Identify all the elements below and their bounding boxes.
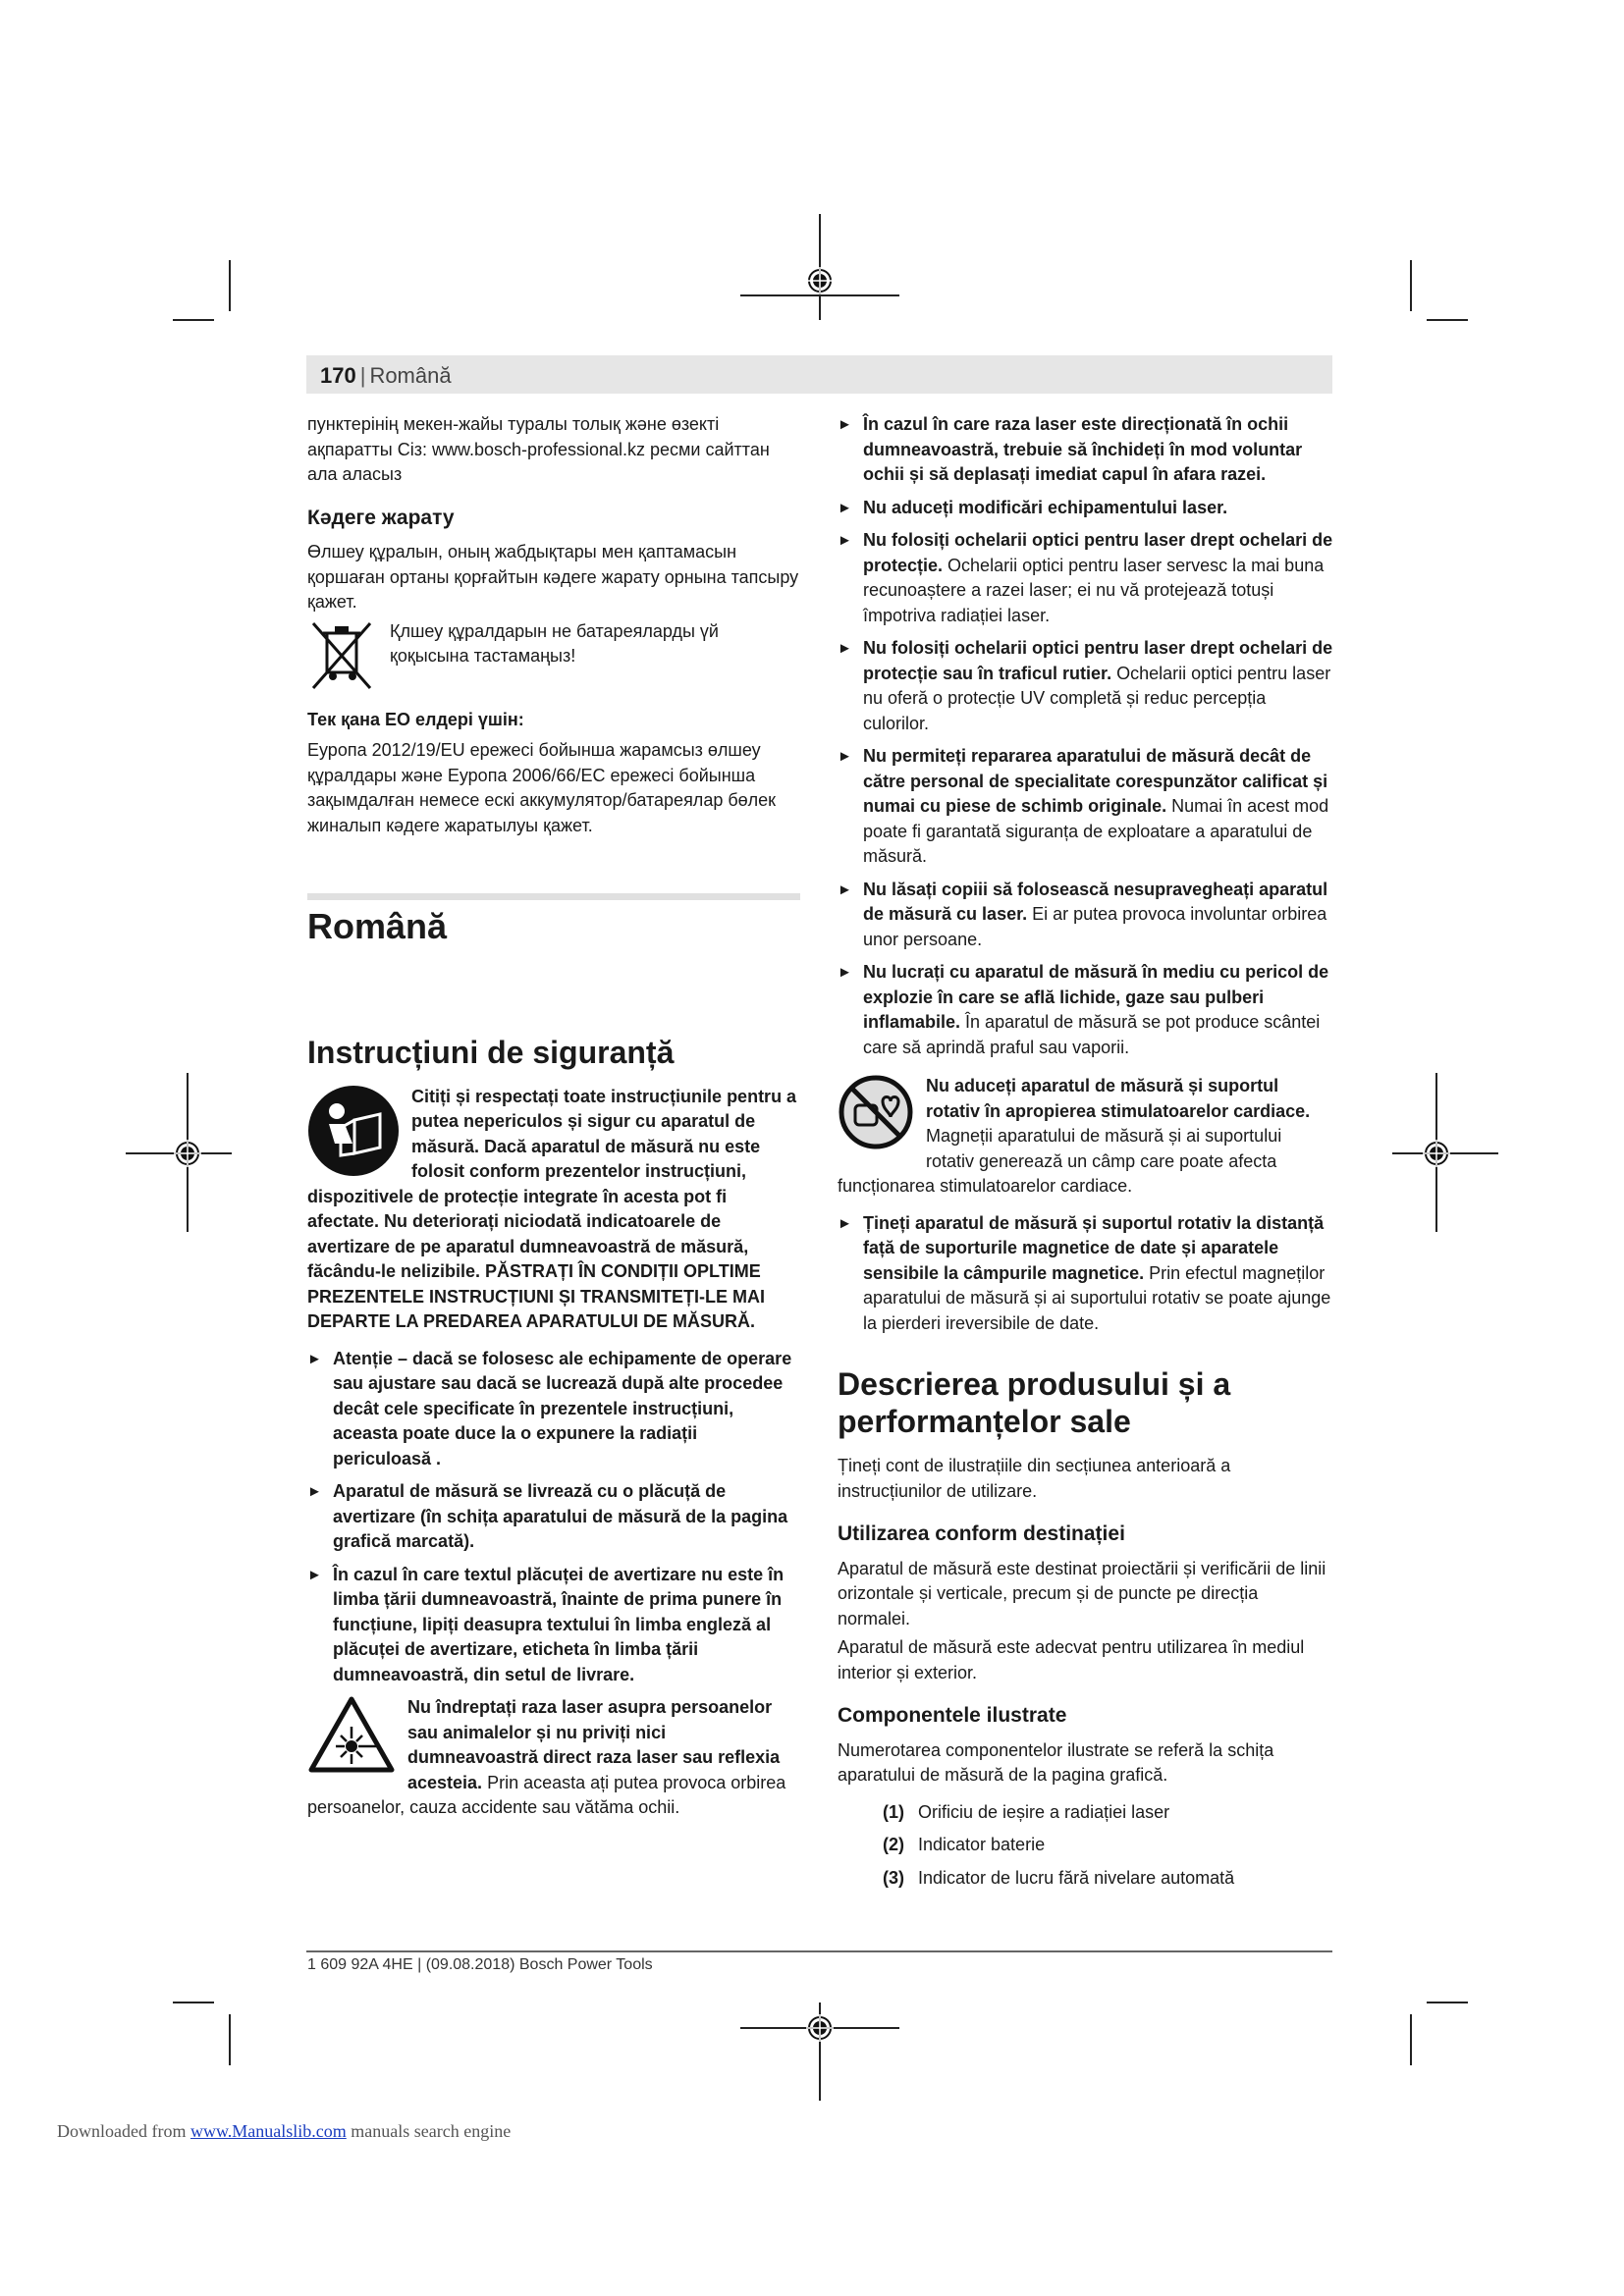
bullet-triangle-icon: ► (838, 748, 852, 765)
page-number-group (320, 363, 452, 389)
bullet-triangle-icon: ► (307, 1566, 322, 1583)
crop-mark (1410, 260, 1412, 311)
safety-intro-text: Citiți și respectați toate instrucțiunile pentru a putea nepericulos și sigur cu aparatul de măsură. Dacă aparatul de măsură nu este folosit conform prezentelor instrucțiuni, dispozitivele de protecție integrate în acesta pot fi afectate. Nu deteriorați niciodată indicatoarele de avertizare de pe aparatul dumneavoastră de măsură, făcându-le nelizibile. PĂSTRAȚI ÎN CONDIȚII OPLTIME PREZENTELE INSTRUCȚIUNI ȘI TRANSMITEȚI-LE MAI DEPARTE LA PREDAREA APARATULUI DE MĂSURĂ. (307, 1086, 797, 1331)
registration-mark-icon (806, 2014, 834, 2042)
components-heading: Componentele ilustrate (838, 1704, 1067, 1727)
component-label: Indicator de lucru fără nivelare automată (918, 1867, 1235, 1888)
crop-mark (1427, 2002, 1468, 2003)
kz-eu-text: Еуропа 2012/19/EU ережесі бойынша жарамсыз өлшеу құралдары және Еуропа 2006/66/EC ережесі бойынша зақымдалған немесе ескі аккумулятор/батареялар бөлек жиналып кәдеге жаратылуы қажет. (307, 740, 777, 835)
bullet-triangle-icon: ► (838, 532, 852, 549)
bullet-bold-text: În cazul în care textul plăcuței de avertizare nu este în limba țării dumneavoastră, înainte de prima punere în funcțiune, lipiți deasupra textului în limba engleză al plăcuței de avertizare, eticheta în limba țării dumneavoastră, din setul de livrare. (333, 1564, 785, 1684)
bullet-text: Ochelarii optici pentru laser nu oferă o protecție UV completă și reduc percepția culorilor. (863, 663, 1331, 733)
footer-rule (306, 1950, 1332, 1952)
right-column (838, 412, 1333, 1898)
language-title: Română (307, 906, 448, 946)
safety-heading: Instrucțiuni de siguranță (307, 1034, 675, 1070)
magnet-bullet-list (838, 1211, 1333, 1337)
list-item (838, 528, 1333, 628)
list-item (307, 1479, 800, 1555)
kz-disposal-text: Өлшеу құралын, оның жабдықтары мен қаптамасын қоршаған ортаны қорғайтын кәдеге жарату орнына тапсыру қажет. (307, 542, 799, 612)
bullet-bold-text: Nu lăsați copiii să folosească nesupravegheați aparatul de măsură cu laser. (863, 879, 1328, 924)
crop-mark (1410, 2014, 1412, 2065)
list-item (838, 412, 1333, 488)
list-item (307, 1563, 800, 1688)
bullet-bold-text: Nu permiteți repararea aparatului de măsură decât de către personal de specialitate corespunzător calificat și numai cu piese de schimb originale. (863, 746, 1328, 816)
components-list (838, 1800, 1333, 1892)
bullet-triangle-icon: ► (838, 640, 852, 657)
footer-doc-info: 1 609 92A 4HE | (09.08.2018) Bosch Power Tools (307, 1956, 653, 1973)
component-label: Orificiu de ieșire a radiației laser (918, 1801, 1170, 1822)
bullet-text: Numai în acest mod poate fi garantată siguranța de exploatare a aparatului de măsură. (863, 796, 1329, 866)
crop-mark (173, 2002, 214, 2003)
registration-mark-icon (806, 267, 834, 294)
left-column (307, 412, 800, 1833)
list-item (838, 744, 1333, 870)
component-number: (3) (883, 1867, 904, 1888)
bullet-triangle-icon: ► (838, 881, 852, 898)
laser-warning-block (307, 1695, 800, 1821)
page-header (306, 355, 1332, 394)
right-bullet-list (838, 412, 1333, 1060)
list-item (838, 1211, 1333, 1337)
bullet-text: Ochelarii optici pentru laser servesc la mai buna recunoaștere a razei laser; ei nu vă protejează totuși împotriva radiației laser. (863, 555, 1325, 625)
description-heading: Descrierea produsului și a performanțelor sale (838, 1366, 1231, 1439)
crop-mark (740, 294, 899, 296)
intended-use-heading: Utilizarea conform destinației (838, 1522, 1125, 1545)
list-item (883, 1866, 1333, 1892)
registration-mark-icon (174, 1140, 201, 1167)
list-item (883, 1833, 1333, 1858)
section-divider (307, 893, 800, 900)
bullet-triangle-icon: ► (838, 964, 852, 981)
intended-use-text-1: Aparatul de măsură este destinat proiectării și verificării de linii orizontale și verticale, precum și de puncte pe direcția normalei. (838, 1558, 1326, 1629)
bullet-text: Ei ar putea provoca involuntar orbirea unor persoane. (863, 904, 1327, 949)
list-item (883, 1800, 1333, 1826)
bullet-triangle-icon: ► (307, 1483, 322, 1500)
bullet-text: Prin efectul magneților aparatului de măsură și ai suportului rotativ se poate ajunge la pierderi ireversibile de date. (863, 1262, 1331, 1333)
intended-use-text-2: Aparatul de măsură este adecvat pentru utilizarea în mediul interior și exterior. (838, 1637, 1305, 1682)
bullet-bold-text: În cazul în care raza laser este direcționată în ochii dumneavoastră, trebuie să închideți în mod voluntar ochii și să deplasați imediat capul în afara razei. (863, 414, 1303, 484)
description-text: Țineți cont de ilustrațiile din secțiunea anterioară a instrucțiunilor de utilizare. (838, 1456, 1231, 1501)
crop-mark (229, 2014, 231, 2065)
bullet-bold-text: Nu folosiți ochelarii optici pentru laser drept ochelari de protecție sau în traficul rutier. (863, 638, 1333, 683)
kz-bin-text: Қлшеу құралдарын не батареяларды үй қоқысына тастамаңыз! (390, 620, 719, 666)
kz-intro: пунктерінің мекен-жайы туралы толық және өзекті ақпаратты Сіз: www.bosch-professional.kz ресми сайттан ала аласыз (307, 414, 770, 484)
components-text: Numerotarea componentelor ilustrate se referă la schița aparatului de măsură de la pagina grafică. (838, 1739, 1274, 1785)
laser-warning-text: Prin aceasta ați putea provoca orbirea persoanelor, cauza accidente sau vătăma ochii. (307, 1772, 786, 1817)
pacemaker-warning-text: Magneții aparatului de măsură și ai suportului rotativ generează un câmp care poate afecta funcționarea stimulatoarelor cardiace. (838, 1126, 1282, 1196)
crossed-bin-icon (307, 619, 376, 694)
bullet-bold-text: Aparatul de măsură se livrează cu o plăcuță de avertizare (în schița aparatului de măsură de la pagina grafică marcată). (333, 1481, 788, 1551)
bullet-bold-text: Nu lucrați cu aparatul de măsură în mediu cu pericol de explozie în care se află lichide, gaze sau pulberi inflamabile. (863, 962, 1329, 1032)
component-number: (1) (883, 1801, 904, 1822)
list-item (838, 878, 1333, 953)
bullet-triangle-icon: ► (838, 416, 852, 433)
list-item (838, 960, 1333, 1060)
kz-disposal-heading: Кәдеге жарату (307, 506, 455, 529)
pacemaker-warning-block (838, 1074, 1333, 1200)
list-item (838, 636, 1333, 736)
no-pacemaker-icon (838, 1074, 914, 1150)
header-language: Română (369, 363, 452, 388)
read-manual-icon (307, 1085, 400, 1177)
crop-mark (229, 260, 231, 311)
list-item (307, 1347, 800, 1472)
left-bullet-list (307, 1347, 800, 1688)
manualslib-link[interactable]: www.Manualslib.com (189, 2121, 347, 2141)
download-prefix: Downloaded from (57, 2121, 187, 2141)
download-note (57, 2121, 511, 2142)
kz-bin-row (307, 619, 800, 694)
registration-mark-icon (1423, 1140, 1450, 1167)
bullet-bold-text: Atenție – dacă se folosesc ale echipamente de operare sau ajustare sau dacă se lucrează după alte procedee decât cele specificate în prezentele instrucțiuni, aceasta poate duce la o expunere la radiații periculoasă . (333, 1348, 792, 1468)
bullet-text: În aparatul de măsură se pot produce scântei care să aprindă praful sau vaporii. (863, 1012, 1321, 1057)
crop-mark (1427, 319, 1468, 321)
download-suffix: manuals search engine (351, 2121, 512, 2141)
bullet-bold-text: Nu folosiți ochelarii optici pentru laser drept ochelari de protecție. (863, 530, 1333, 575)
safety-intro (307, 1085, 800, 1335)
bullet-triangle-icon: ► (838, 499, 852, 516)
component-label: Indicator baterie (918, 1835, 1046, 1854)
bullet-bold-text: Nu aduceți modificări echipamentului laser. (863, 497, 1228, 517)
bullet-bold-text: Țineți aparatul de măsură și suportul rotativ la distanță față de suporturile magnetice de date și aparatele sensibile la câmpurile magnetice. (863, 1212, 1325, 1283)
component-number: (2) (883, 1835, 904, 1854)
list-item (838, 496, 1333, 521)
crop-mark (173, 319, 214, 321)
page-number: 170 (320, 363, 356, 388)
bullet-triangle-icon: ► (307, 1350, 322, 1367)
bullet-triangle-icon: ► (838, 1214, 852, 1232)
laser-warning-bold: Nu îndreptați raza laser asupra persoanelor sau animalelor și nu priviți nici dumneavoastră direct raza laser sau reflexia acesteia. (407, 1697, 781, 1792)
laser-warning-icon (307, 1695, 396, 1774)
header-separator: | (359, 363, 366, 388)
kz-eu-heading: Тек қана ЕО елдері үшін: (307, 709, 524, 729)
pacemaker-warning-bold: Nu aduceți aparatul de măsură și suportul rotativ în apropierea stimulatoarelor cardiace. (926, 1076, 1311, 1121)
